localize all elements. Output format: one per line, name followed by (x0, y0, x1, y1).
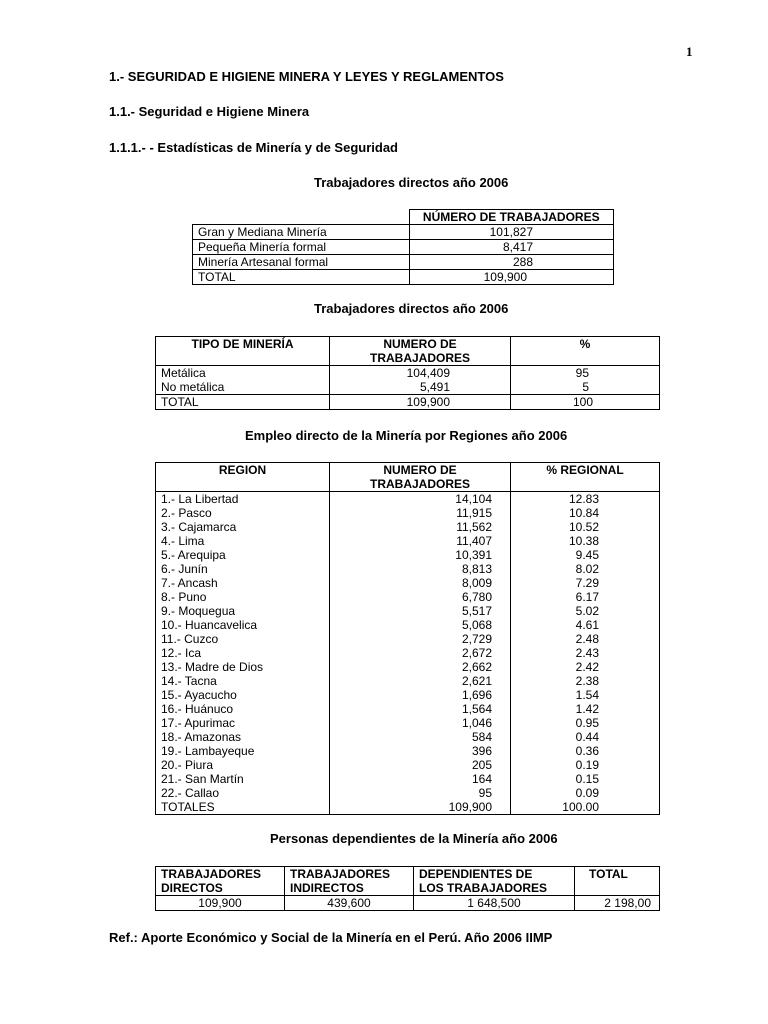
table3-header-region: REGION (156, 463, 330, 492)
table2-pct: 5 (511, 380, 660, 395)
table2-header-type: TIPO DE MINERÍA (156, 337, 330, 366)
region-name: 7.- Ancash (156, 576, 330, 590)
table3-header-pct: % REGIONAL (511, 463, 660, 492)
table4-header-dependents (414, 867, 575, 896)
table-row (156, 674, 660, 688)
region-percent: 5.02 (511, 604, 660, 618)
table-row (156, 618, 660, 632)
table-row (156, 576, 660, 590)
region-name: 11.- Cuzco (156, 632, 330, 646)
region-workers: 10,391 (330, 548, 511, 562)
table1-title: Trabajadores directos año 2006 (314, 175, 509, 190)
region-name: 9.- Moquegua (156, 604, 330, 618)
region-name: 13.- Madre de Dios (156, 660, 330, 674)
region-name: 1.- La Libertad (156, 492, 330, 507)
region-workers: 11,562 (330, 520, 511, 534)
region-workers: 396 (330, 744, 511, 758)
table2-number: 109,900 (330, 395, 511, 410)
table-row (156, 492, 660, 507)
table2-type: Metálica (156, 366, 330, 381)
table4-value-dependents: 1 648,500 (414, 896, 575, 911)
regions-table (155, 462, 660, 815)
table-row (156, 562, 660, 576)
region-workers: 11,915 (330, 506, 511, 520)
region-workers: 2,672 (330, 646, 511, 660)
section-heading: 1.- SEGURIDAD E HIGIENE MINERA Y LEYES Y REGLAMENTOS (109, 69, 504, 84)
table-row (156, 520, 660, 534)
region-percent: 100.00 (511, 800, 660, 815)
table1-empty-header (193, 210, 410, 225)
region-percent: 1.54 (511, 688, 660, 702)
table1-row-value: 288 (409, 255, 614, 270)
table1-row-value: 109,900 (409, 270, 614, 285)
region-percent: 2.43 (511, 646, 660, 660)
header-line: INDIRECTOS (290, 881, 364, 895)
header-line: DEPENDIENTES DE (419, 867, 533, 881)
region-percent: 10.52 (511, 520, 660, 534)
region-percent: 10.38 (511, 534, 660, 548)
region-name: 10.- Huancavelica (156, 618, 330, 632)
table-row (156, 730, 660, 744)
region-name: 12.- Ica (156, 646, 330, 660)
region-name: 8.- Puno (156, 590, 330, 604)
table4-header-indirect (285, 867, 414, 896)
region-name: 20.- Piura (156, 758, 330, 772)
region-percent: 6.17 (511, 590, 660, 604)
header-line: TRABAJADORES (161, 867, 262, 881)
region-percent: 2.38 (511, 674, 660, 688)
table-row (156, 800, 660, 815)
region-workers: 8,009 (330, 576, 511, 590)
region-percent: 0.44 (511, 730, 660, 744)
region-name: 5.- Arequipa (156, 548, 330, 562)
region-name: 3.- Cajamarca (156, 520, 330, 534)
table1-row-label: Pequeña Minería formal (193, 240, 410, 255)
table2-pct: 95 (511, 366, 660, 381)
header-line: DIRECTOS (161, 881, 223, 895)
table2-pct: 100 (511, 395, 660, 410)
region-percent: 0.09 (511, 786, 660, 800)
table1-row-label: Gran y Mediana Minería (193, 225, 410, 240)
region-workers: 584 (330, 730, 511, 744)
region-name: 4.- Lima (156, 534, 330, 548)
workers-table (192, 209, 614, 285)
table3-header-number: NUMERO DE TRABAJADORES (330, 463, 511, 492)
region-percent: 4.61 (511, 618, 660, 632)
region-workers: 2,662 (330, 660, 511, 674)
mining-type-table (155, 336, 660, 410)
region-name: 14.- Tacna (156, 674, 330, 688)
table4-header-direct (156, 867, 285, 896)
region-workers: 205 (330, 758, 511, 772)
table-row (156, 660, 660, 674)
table4-title: Personas dependientes de la Minería año 2006 (270, 831, 558, 846)
region-percent: 1.42 (511, 702, 660, 716)
region-workers: 109,900 (330, 800, 511, 815)
region-workers: 95 (330, 786, 511, 800)
table-row (156, 590, 660, 604)
table2-number: 104,409 (330, 366, 511, 381)
region-workers: 11,407 (330, 534, 511, 548)
region-name: 19.- Lambayeque (156, 744, 330, 758)
region-workers: 2,621 (330, 674, 511, 688)
region-percent: 0.15 (511, 772, 660, 786)
table2-header-pct: % (511, 337, 660, 366)
region-name: 16.- Huánuco (156, 702, 330, 716)
table2-title: Trabajadores directos año 2006 (314, 301, 509, 316)
region-percent: 12.83 (511, 492, 660, 507)
table2-header-number: NUMERO DE TRABAJADORES (330, 337, 511, 366)
table-row (156, 646, 660, 660)
table-row (156, 548, 660, 562)
region-name: 15.- Ayacucho (156, 688, 330, 702)
region-percent: 0.95 (511, 716, 660, 730)
region-percent: 0.19 (511, 758, 660, 772)
subsubsection-heading: 1.1.1.- - Estadísticas de Minería y de Seguridad (109, 140, 398, 155)
table1-header: NÚMERO DE TRABAJADORES (409, 210, 614, 225)
table4-value-indirect: 439,600 (285, 896, 414, 911)
region-percent: 10.84 (511, 506, 660, 520)
region-workers: 2,729 (330, 632, 511, 646)
region-workers: 1,696 (330, 688, 511, 702)
region-name: TOTALES (156, 800, 330, 815)
table-row (156, 632, 660, 646)
table-row (156, 772, 660, 786)
table2-type: TOTAL (156, 395, 330, 410)
header-line: TOTAL (589, 867, 628, 881)
region-percent: 9.45 (511, 548, 660, 562)
table2-number: 5,491 (330, 380, 511, 395)
region-workers: 14,104 (330, 492, 511, 507)
table-row (156, 786, 660, 800)
region-percent: 7.29 (511, 576, 660, 590)
table1-row-value: 8,417 (409, 240, 614, 255)
table-row (156, 716, 660, 730)
table-row (156, 534, 660, 548)
page-number: 1 (686, 44, 693, 59)
region-workers: 6,780 (330, 590, 511, 604)
dependents-table (155, 866, 660, 911)
region-workers: 164 (330, 772, 511, 786)
region-name: 2.- Pasco (156, 506, 330, 520)
table-row (156, 688, 660, 702)
table4-value-total: 2 198,00 (575, 896, 660, 911)
table1-row-label: Minería Artesanal formal (193, 255, 410, 270)
region-percent: 2.48 (511, 632, 660, 646)
region-workers: 1,046 (330, 716, 511, 730)
region-percent: 0.36 (511, 744, 660, 758)
header-line: LOS TRABAJADORES (419, 881, 548, 895)
region-percent: 8.02 (511, 562, 660, 576)
region-workers: 1,564 (330, 702, 511, 716)
table3-title: Empleo directo de la Minería por Regiones año 2006 (245, 428, 568, 443)
table-row (156, 604, 660, 618)
region-percent: 2.42 (511, 660, 660, 674)
table-row (156, 702, 660, 716)
table2-type: No metálica (156, 380, 330, 395)
table1-row-label: TOTAL (193, 270, 410, 285)
reference-note: Ref.: Aporte Económico y Social de la Minería en el Perú. Año 2006 IIMP (109, 930, 553, 945)
table4-header-total (575, 867, 660, 896)
region-name: 6.- Junín (156, 562, 330, 576)
region-workers: 5,517 (330, 604, 511, 618)
region-workers: 8,813 (330, 562, 511, 576)
region-name: 18.- Amazonas (156, 730, 330, 744)
region-workers: 5,068 (330, 618, 511, 632)
region-name: 21.- San Martín (156, 772, 330, 786)
table-row (156, 744, 660, 758)
table-row (156, 506, 660, 520)
region-name: 22.- Callao (156, 786, 330, 800)
table-row (156, 758, 660, 772)
header-line: TRABAJADORES (290, 867, 391, 881)
table1-row-value: 101,827 (409, 225, 614, 240)
region-name: 17.- Apurimac (156, 716, 330, 730)
subsection-heading: 1.1.- Seguridad e Higiene Minera (109, 104, 310, 119)
table4-value-direct: 109,900 (156, 896, 285, 911)
